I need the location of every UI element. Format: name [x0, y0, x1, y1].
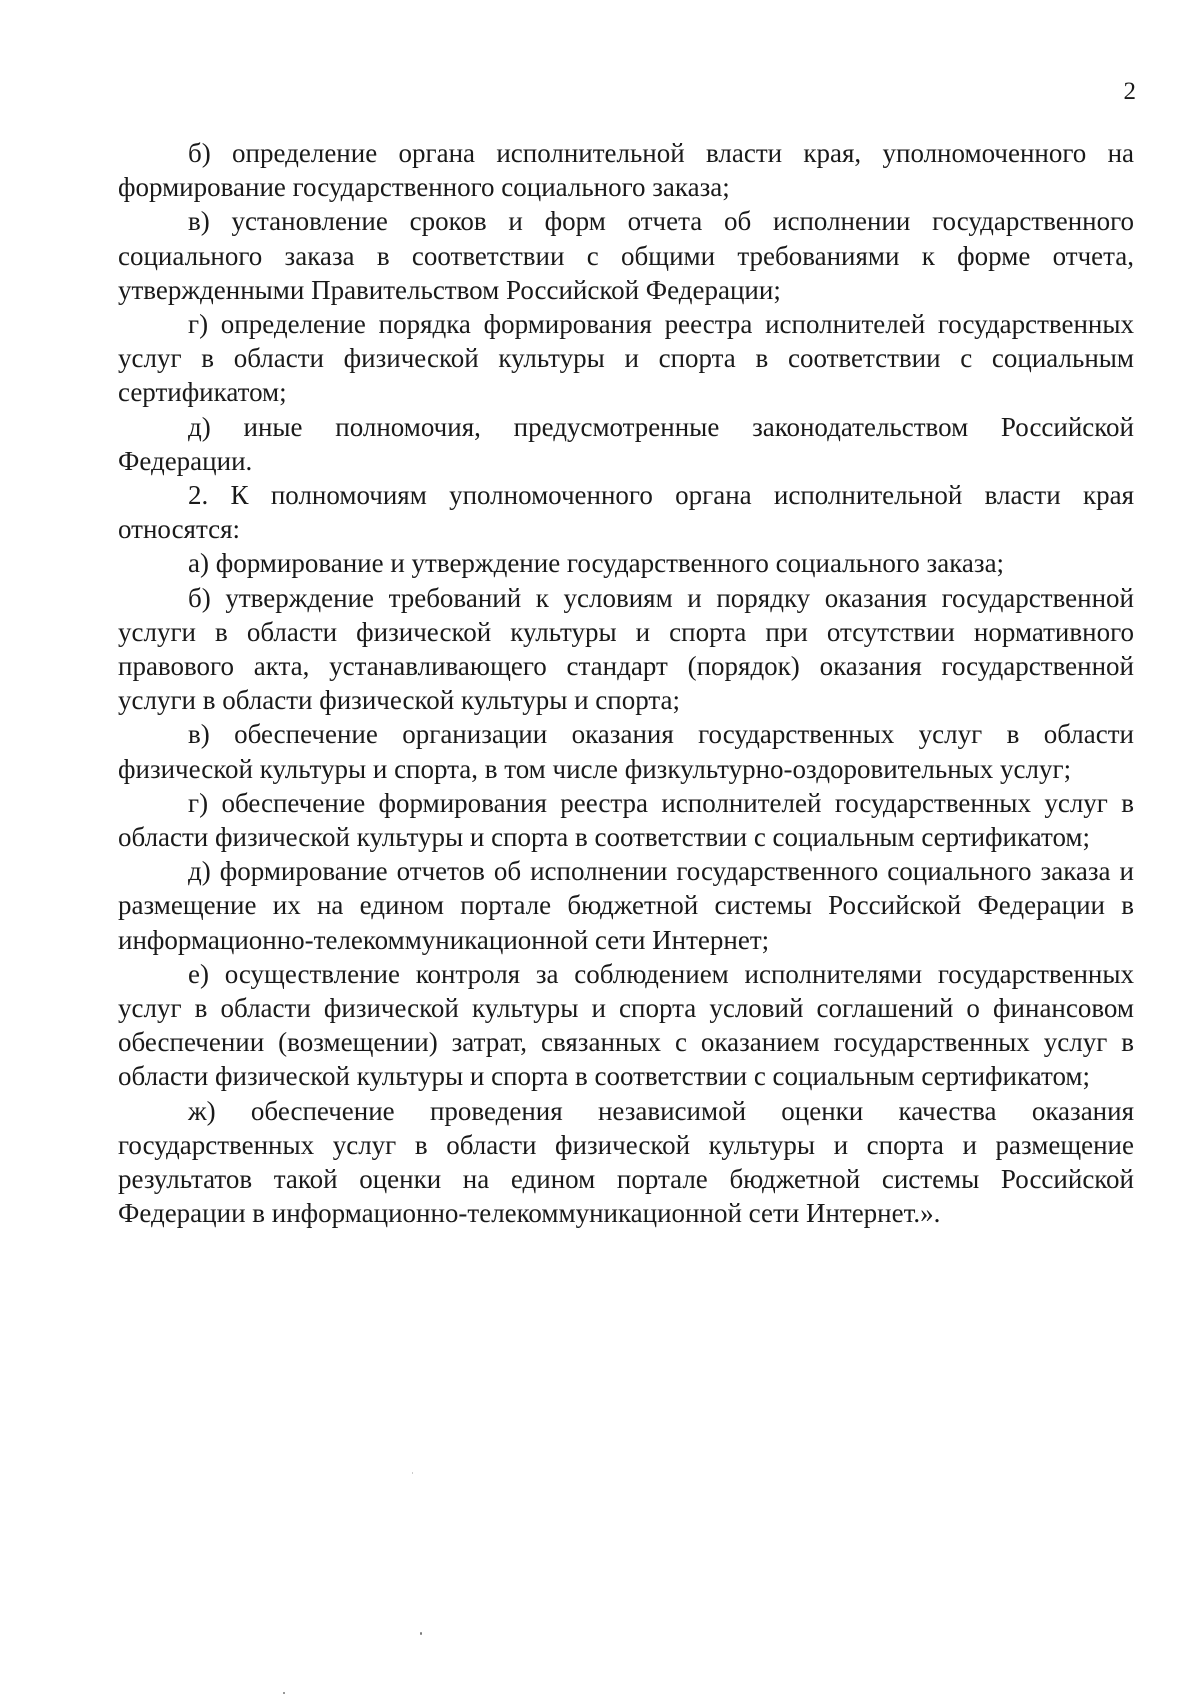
scan-speck — [283, 1692, 285, 1694]
paragraph: а) формирование и утверждение государственного социального заказа; — [188, 548, 1005, 579]
paragraph: б) утверждение требований к условиям и порядку оказания государственной услуги в области физической культуры и спорта при отсутствии нормативного правового акта, устанавливающего стандарт (порядок) оказания государственной услуги в области физической культуры и спорта; — [118, 582, 1134, 716]
paragraph: 2. К полномочиям уполномоченного органа исполнительной власти края относятся: — [118, 480, 1134, 545]
paragraph: в) обеспечение организации оказания государственных услуг в области физической культуры и спорта, в том числе физкультурно-оздоровительных услуг; — [118, 719, 1134, 784]
paragraph: д) иные полномочия, предусмотренные законодательством Российской Федерации. — [118, 411, 1134, 476]
paragraph: е) осуществление контроля за соблюдением исполнителями государственных услуг в области физической культуры и спорта условий соглашений о финансовом обеспечении (возмещении) затрат, связанных с оказанием государственных услуг в области физической культуры и спорта в соответствии с социальным сертификатом; — [118, 958, 1134, 1092]
paragraph: в) установление сроков и форм отчета об исполнении государственного социального заказа в соответствии с общими требованиями к форме отчета, утвержденными Правительством Российской Федерации; — [118, 206, 1134, 305]
paragraph: г) определение порядка формирования реестра исполнителей государственных услуг в области физической культуры и спорта в соответствии с социальным сертификатом; — [118, 309, 1134, 408]
page-number: 2 — [1123, 78, 1136, 105]
paragraph: ж) обеспечение проведения независимой оценки качества оказания государственных услуг в области физической культуры и спорта и размещение результатов такой оценки на едином портале бюджетной системы Российской Федерации в информационно-телекоммуникационной сети Интернет.». — [118, 1095, 1134, 1229]
scan-speck — [412, 1472, 413, 1474]
paragraph: д) формирование отчетов об исполнении государственного социального заказа и размещение их на едином портале бюджетной системы Российской Федерации в информационно-телекоммуникационной сети Интернет; — [118, 856, 1134, 955]
paragraph: б) определение органа исполнительной власти края, уполномоченного на формирование государственного социального заказа; — [118, 138, 1134, 203]
paragraph: г) обеспечение формирования реестра исполнителей государственных услуг в области физической культуры и спорта в соответствии с социальным сертификатом; — [118, 787, 1134, 853]
document-body — [118, 136, 1134, 1231]
scan-speck — [420, 1632, 422, 1635]
